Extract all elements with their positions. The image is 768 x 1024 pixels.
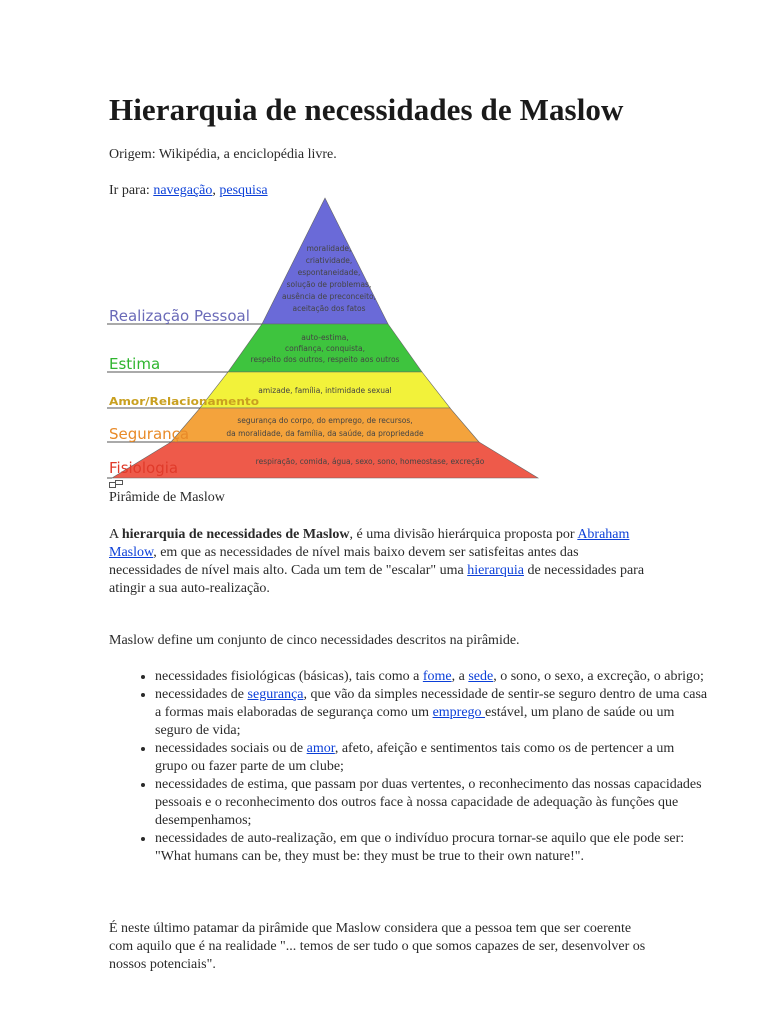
list-item [155,830,710,866]
level-desc-line: moralidade, [306,244,352,253]
emprego-link[interactable]: emprego [432,705,486,720]
list-text: necessidades de auto-realização, em que o indivíduo procura tornar-se aquilo que ele pode ser: "What humans can be, they must be: they must be true to their own nature!". [155,831,685,864]
define-sentence: Maslow define um conjunto de cinco necessidades descritos na pirâmide. [109,633,520,648]
level-desc-line: aceitação dos fatos [292,304,366,313]
level-desc-line: auto-estima, [301,333,349,342]
intro-bold-term: hierarquia de necessidades de Maslow [121,527,350,542]
page-title: Hierarquia de necessidades de Maslow [109,92,624,127]
level-desc-line: ausência de preconceito, [281,292,377,301]
level-desc-line: confiança, conquista, [285,344,365,353]
goto-prefix: Ir para: [109,183,154,198]
amor-link[interactable]: amor [306,741,335,756]
intro-paragraph [109,526,654,598]
level-desc-line: da moralidade, da família, da saúde, da propriedade [226,429,424,438]
level-label-self-actualization: Realização Pessoal [109,307,250,325]
maslow-pyramid-figure [107,192,543,482]
needs-list [109,668,710,866]
list-text: necessidades sociais ou de [155,741,307,756]
origin-note: Origem: Wikipédia, a enciclopédia livre. [109,147,337,162]
list-text: necessidades de estima, que passam por duas vertentes, o reconhecimento das nossas capacidades pessoais e o reconhecimento dos outros face à nossa capacidade de adequação às funções que desempenhamos; [155,777,702,828]
level-desc-line: espontaneidade, [297,268,361,277]
enlarge-icon[interactable] [109,480,123,488]
level-desc-line: amizade, família, intimidade sexual [258,386,392,395]
list-item [155,740,710,776]
list-text: , o sono, o sexo, a excreção, o abrigo; [493,669,704,684]
level-label-love: Amor/Relacionamento [109,395,260,408]
level-desc-line: respiração, comida, água, sexo, sono, homeostase, excreção [255,457,485,466]
nav-link[interactable]: navegação [153,183,213,198]
goto-separator: , [212,183,220,198]
list-text: , a [451,669,469,684]
list-item [155,776,710,830]
seguranca-link[interactable]: segurança [247,687,304,702]
list-text: necessidades fisiológicas (básicas), tais como a [155,669,423,684]
intro-text: , em que as necessidades de nível mais baixo devem ser satisfeitas antes das necessidades de nível mais alto. Cada um tem de "escalar" uma [109,545,579,578]
closing-paragraph: É neste último patamar da pirâmide que Maslow considera que a pessoa tem que ser coerente com aquilo que é na realidade "... temos de ser tudo o que somos capazes de ser, desenvolver os nossos potenciais". [109,921,646,972]
figure-caption: Pirâmide de Maslow [109,490,225,505]
level-desc-line: criatividade, [305,256,353,265]
level-label-esteem: Estima [109,355,161,373]
level-desc-line: solução de problemas, [286,280,372,289]
list-text: estável, um plano de saúde ou um seguro de vida; [155,705,675,738]
level-label-safety: Segurança [109,425,190,443]
hierarquia-link[interactable]: hierarquia [467,563,524,578]
list-item [155,686,710,740]
intro-text: , é uma divisão hierárquica proposta por [349,527,578,542]
list-text: , afeto, afeição e sentimentos tais como os de pertencer a um grupo ou fazer parte de um clube; [155,741,675,774]
abraham-maslow-link[interactable]: Abraham Maslow [109,527,630,560]
level-label-physiology: Fisiologia [109,459,179,477]
level-desc-line: segurança do corpo, do emprego, de recursos, [237,416,413,425]
list-item [155,668,710,686]
sede-link[interactable]: sede [468,669,494,684]
level-desc-line: respeito dos outros, respeito aos outros [250,355,400,364]
intro-text: de necessidades para atingir a sua auto-realização. [109,563,645,596]
fome-link[interactable]: fome [422,669,452,684]
list-text: necessidades de [155,687,248,702]
search-link[interactable]: pesquisa [219,183,268,198]
list-text: , que vão da simples necessidade de sentir-se seguro dentro de uma casa a formas mais elaboradas de segurança como um [155,687,708,720]
intro-text: A [109,527,122,542]
